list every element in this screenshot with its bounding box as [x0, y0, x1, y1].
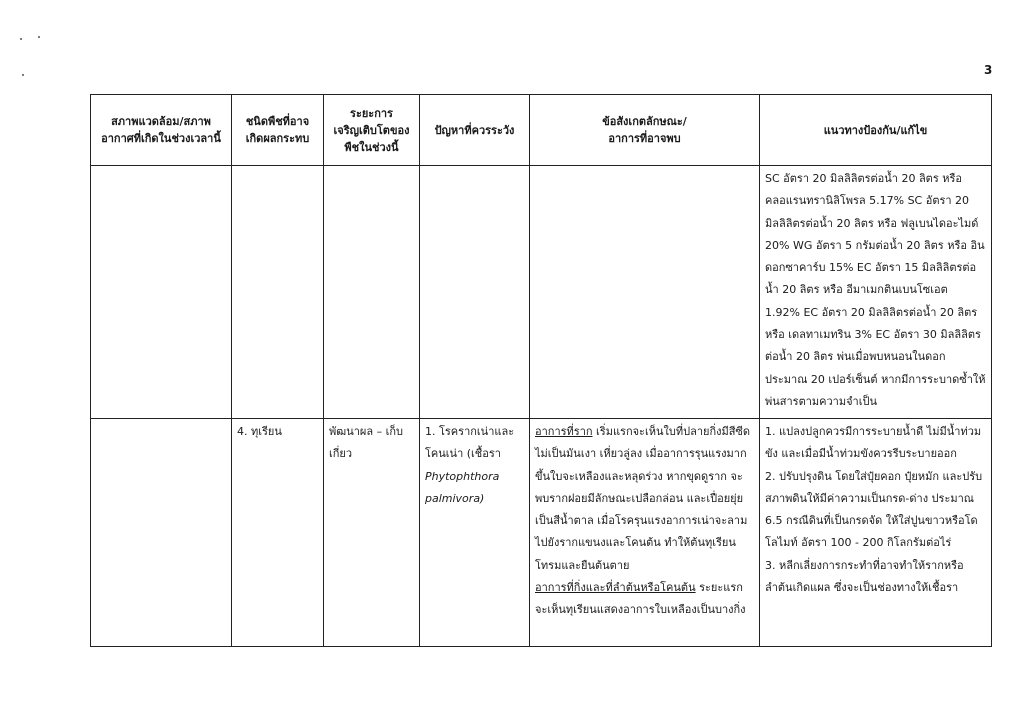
header-prevention	[760, 95, 992, 166]
header-line: อาการที่อาจพบ	[608, 132, 681, 145]
header-line: ข้อสังเกตลักษณะ/	[602, 115, 687, 128]
stem-symptom-heading: อาการที่กิ่งและที่ลำต้นหรือโคนต้น	[535, 581, 696, 595]
scan-speck	[22, 74, 24, 76]
header-line: ชนิดพืชที่อาจ	[245, 115, 310, 128]
table-row	[91, 419, 992, 647]
header-line: แนวทางป้องกัน/แก้ไข	[823, 123, 928, 137]
pathogen-name: Phytophthora palmivora)	[425, 469, 500, 505]
stem-symptom-text: ระยะแรกจะเห็นทุเรียนแสดงอาการใบเหลืองเป็นบางกิ่ง	[535, 581, 746, 617]
scan-speck	[38, 36, 40, 38]
header-line: พืชในช่วงนี้	[344, 140, 399, 154]
stage-cell: พัฒนาผล – เก็บเกี่ยว	[324, 419, 420, 647]
table-row	[91, 166, 992, 419]
header-crop	[232, 95, 324, 166]
table-header-row	[91, 95, 992, 166]
header-environment	[91, 95, 232, 166]
prevention-item: 2. ปรับปรุงดิน โดยใส่ปุ๋ยคอก ปุ๋ยหมัก และปรับสภาพดินให้มีค่าความเป็นกรด-ด่าง ประมาณ 6.5 กรณีดินที่เป็นกรดจัด ให้ใส่ปูนขาวหรือโดโลไมท์ อัตรา 100 - 200 กิโลกรัมต่อไร่	[765, 469, 983, 550]
crop-cell: 4. ทุเรียน	[232, 419, 324, 647]
environment-cell	[91, 166, 232, 419]
problem-text: 1. โรครากเน่าและโคนเน่า (เชื้อรา	[425, 425, 515, 461]
symptoms-cell	[530, 166, 760, 419]
scan-speck	[20, 38, 22, 40]
header-line: เกิดผลกระทบ	[245, 132, 310, 145]
page-number: 3	[984, 63, 993, 77]
header-line: เจริญเติบโตของ	[333, 123, 410, 137]
crop-cell	[232, 166, 324, 419]
problem-cell	[420, 419, 530, 647]
root-symptom-text: เริ่มแรกจะเห็นใบที่ปลายกิ่งมีสีซีดไม่เป็นมันเงา เหี่ยวลู่ลง เมื่ออาการรุนแรงมากขึ้นใบจะเหลืองและหลุดร่วง หากขุดดูราก จะพบรากฝอยมีลักษณะเปลือกล่อน และเปื่อยยุ่ย เป็นสีน้ำตาล เมื่อโรครุนแรงอาการเน่าจะลามไปยังรากแขนงและโคนต้น ทำให้ต้นทุเรียนโทรมและยืนต้นตาย	[535, 425, 751, 572]
advisory-table	[90, 94, 992, 647]
prevention-item: 3. หลีกเลี่ยงการกระทำที่อาจทำให้รากหรือลำต้นเกิดแผล ซึ่งจะเป็นช่องทางให้เชื้อรา	[765, 558, 964, 595]
stage-cell	[324, 166, 420, 419]
problem-cell	[420, 166, 530, 419]
prevention-item: 1. แปลงปลูกควรมีการระบายน้ำดี ไม่มีน้ำท่วมขัง และเมื่อมีน้ำท่วมขังควรรีบระบายออก	[765, 425, 982, 461]
environment-cell	[91, 419, 232, 647]
stem-symptom	[535, 577, 754, 622]
header-line: ปัญหาที่ควรระวัง	[434, 123, 515, 137]
prevention-cell	[760, 419, 992, 647]
header-line: สภาพแวดล้อม/สภาพ	[111, 115, 211, 128]
header-growth-stage	[324, 95, 420, 166]
header-problem	[420, 95, 530, 166]
symptoms-cell	[530, 419, 760, 647]
prevention-cell: SC อัตรา 20 มิลลิลิตรต่อน้ำ 20 ลิตร หรือ คลอแรนทรานิลิโพรล 5.17% SC อัตรา 20 มิลลิลิตรต่อน้ำ 20 ลิตร หรือ ฟลูเบนไดอะไมด์ 20% WG อัตรา 5 กรัมต่อน้ำ 20 ลิตร หรือ อินดอกซาคาร์บ 15% EC อัตรา 15 มิลลิลิตรต่อน้ำ 20 ลิตร หรือ อีมาเมกตินเบนโซเอต 1.92% EC อัตรา 20 มิลลิลิตรต่อน้ำ 20 ลิตร หรือ เดลทาเมทริน 3% EC อัตรา 30 มิลลิลิตรต่อน้ำ 20 ลิตร พ่นเมื่อพบหนอนในดอก ประมาณ 20 เปอร์เซ็นต์ หากมีการระบาดซ้ำให้พ่นสารตามความจำเป็น	[760, 166, 992, 419]
root-symptom-heading: อาการที่ราก	[535, 425, 593, 438]
header-symptoms	[530, 95, 760, 166]
header-line: ระยะการ	[350, 106, 393, 120]
header-line: อากาศที่เกิดในช่วงเวลานี้	[101, 132, 221, 145]
